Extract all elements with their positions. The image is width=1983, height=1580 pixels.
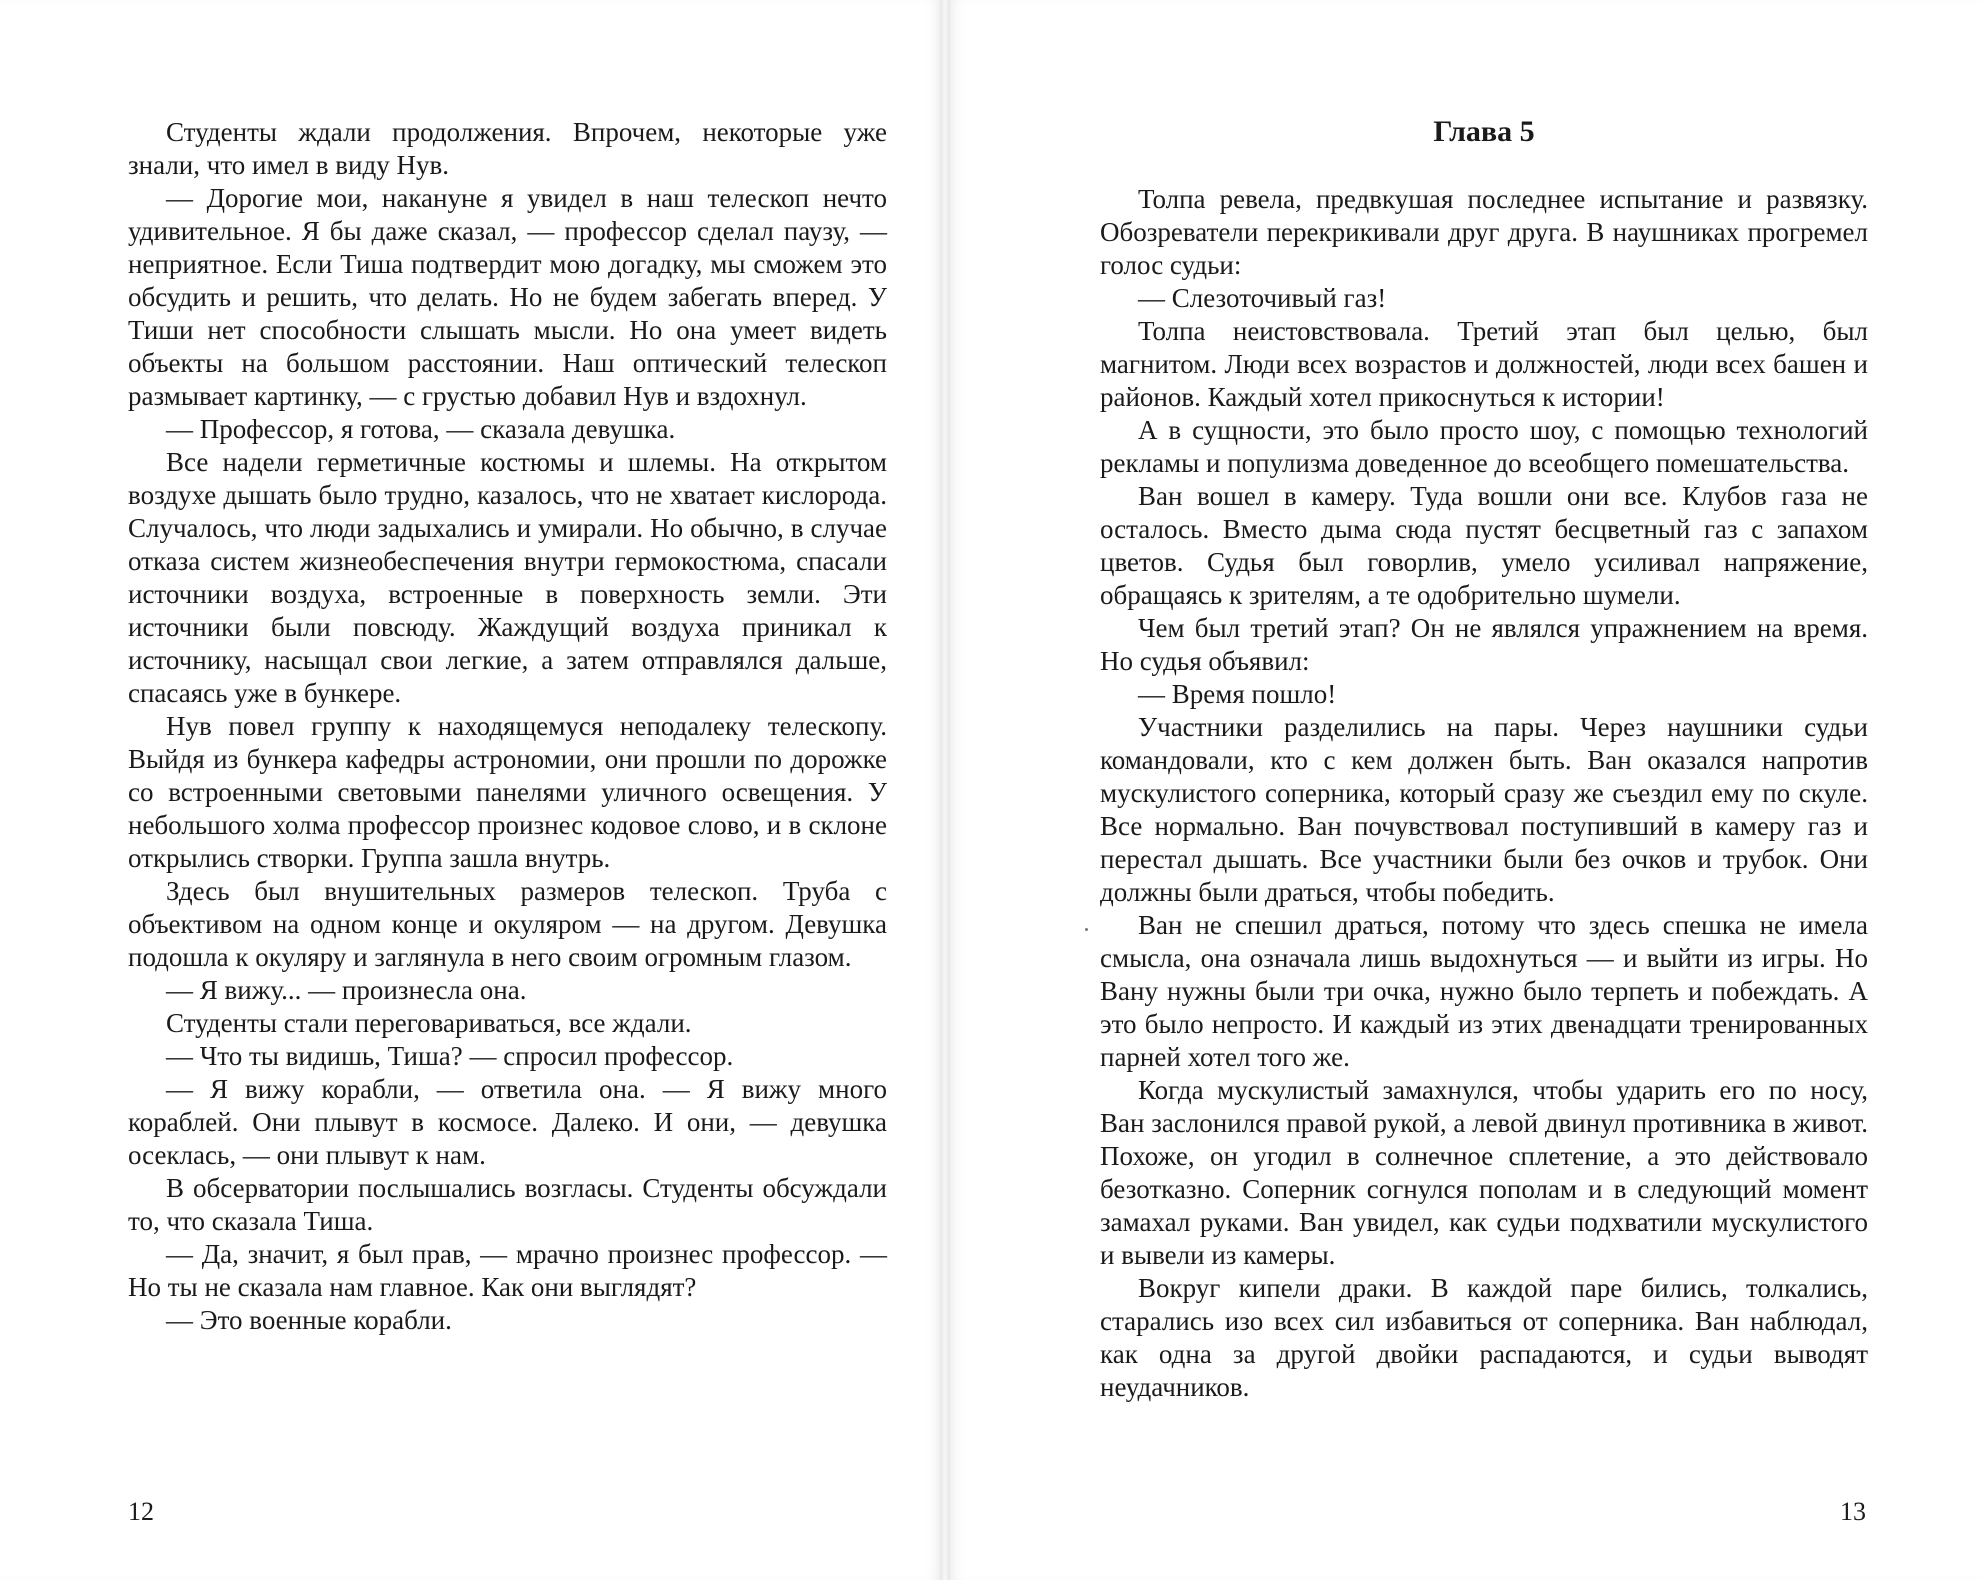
paragraph: Чем был третий этап? Он не являлся упражнением на время. Но судья объявил: [1100, 613, 1868, 676]
paragraph: — Я вижу... — произнесла она. [166, 975, 527, 1005]
paragraph: Студенты ждали продолжения. Впрочем, некоторые уже знали, что имел в виду Нув. [128, 117, 887, 180]
paragraph: Ван вошел в камеру. Туда вошли они все. Клубов газа не осталось. Вместо дыма сюда пустят бесцветный газ с запахом цветов. Судья был говорлив, умело усиливал напряжение, обращаясь к зрителям, а те одобрительно шумели. [1100, 481, 1868, 610]
page-number-left: 12 [128, 1497, 154, 1526]
paragraph: Здесь был внушительных размеров телескоп. Труба с объективом на одном конце и окуляром — на другом. Девушка подошла к окуляру и заглянула в него своим огромным глазом. [128, 876, 887, 972]
paragraph: Участники разделились на пары. Через наушники судьи командовали, кто с кем должен быть. Ван оказался напротив мускулистого соперника, который сразу же съездил ему по скуле. Все нормально. Ван почувствовал поступивший в камеру газ и перестал дышать. Все участники были без очков и трубок. Они должны были драться, чтобы победить. [1100, 712, 1868, 907]
paragraph: — Слезоточивый газ! [1138, 283, 1387, 313]
paragraph: Все надели герметичные костюмы и шлемы. На открытом воздухе дышать было трудно, казалось, что не хватает кислорода. Случалось, что люди задыхались и умирали. Но обычно, в случае отказа систем жизнеобеспечения внутри гермокостюма, спасали источники воздуха, встроенные в поверхность земли. Эти источники были повсюду. Жаждущий воздуха приникал к источнику, насыщал свои легкие, а затем отправлялся дальше, спасаясь уже в бункере. [128, 447, 887, 708]
left-page-text [128, 116, 887, 1337]
paragraph: Ван не спешил драться, потому что здесь спешка не имела смысла, она означала лишь выдохнуться — и выйти из игры. Но Вану нужны были три очка, нужно было терпеть и побеждать. А это было непросто. И каждый из этих двенадцати тренированных парней хотел того же. [1100, 910, 1868, 1072]
paragraph: Толпа неистовствовала. Третий этап был целью, был магнитом. Люди всех возрастов и должностей, люди всех башен и районов. Каждый хотел прикоснуться к истории! [1100, 316, 1868, 412]
paragraph: Студенты стали переговариваться, все ждали. [166, 1008, 692, 1038]
paragraph: — Время пошло! [1138, 679, 1337, 709]
paragraph: В обсерватории послышались возгласы. Студенты обсуждали то, что сказала Тиша. [128, 1173, 887, 1236]
paragraph: — Дорогие мои, накануне я увидел в наш телескоп нечто удивительное. Я бы даже сказал, — профессор сделал паузу, — неприятное. Если Тиша подтвердит мою догадку, мы сможем это обсудить и решить, что делать. Но не будем забегать вперед. У Тиши нет способности слышать мысли. Но она умеет видеть объекты на большом расстоянии. Наш оптический телескоп размывает картинку, — с грустью добавил Нув и вздохнул. [128, 183, 887, 411]
page-number-right: 13 [1840, 1497, 1866, 1526]
paragraph: А в сущности, это было просто шоу, с помощью технологий рекламы и популизма доведенное до всеобщего помешательства. [1100, 415, 1868, 478]
paragraph: Когда мускулистый замахнулся, чтобы ударить его по носу, Ван заслонился правой рукой, а левой двинул противника в живот. Похоже, он угодил в солнечное сплетение, а это действовало безотказно. Соперник согнулся пополам и в следующий момент замахал руками. Ван увидел, как судьи подхватили мускулистого и вывели из камеры. [1100, 1075, 1868, 1270]
chapter-title: Глава 5 [1433, 115, 1535, 148]
paragraph: — Профессор, я готова, — сказала девушка. [166, 414, 676, 444]
paragraph: Толпа ревела, предвкушая последнее испытание и развязку. Обозреватели перекрикивали друг друга. В наушниках прогремел голос судьи: [1100, 184, 1868, 280]
paragraph: Нув повел группу к находящемуся неподалеку телескопу. Выйдя из бункера кафедры астрономии, они прошли по дорожке со встроенными световыми панелями уличного освещения. У небольшого холма профессор произнес кодовое слово, и в склоне открылись створки. Группа зашла внутрь. [128, 711, 887, 873]
paragraph: Вокруг кипели драки. В каждой паре бились, толкались, старались изо всех сил избавиться от соперника. Ван наблюдал, как одна за другой двойки распадаются, и судьи выводят неудачников. [1100, 1273, 1868, 1402]
print-speck [1085, 928, 1088, 931]
paragraph: — Что ты видишь, Тиша? — спросил профессор. [166, 1041, 734, 1071]
book-gutter [940, 0, 950, 1580]
paragraph: — Это военные корабли. [166, 1305, 452, 1335]
paragraph: — Я вижу корабли, — ответила она. — Я вижу много кораблей. Они плывут в космосе. Далеко. И они, — девушка осеклась, — они плывут к нам. [128, 1074, 887, 1170]
paragraph: — Да, значит, я был прав, — мрачно произнес профессор. — Но ты не сказала нам главное. Как они выглядят? [128, 1239, 887, 1302]
right-page-text [1100, 183, 1868, 1404]
